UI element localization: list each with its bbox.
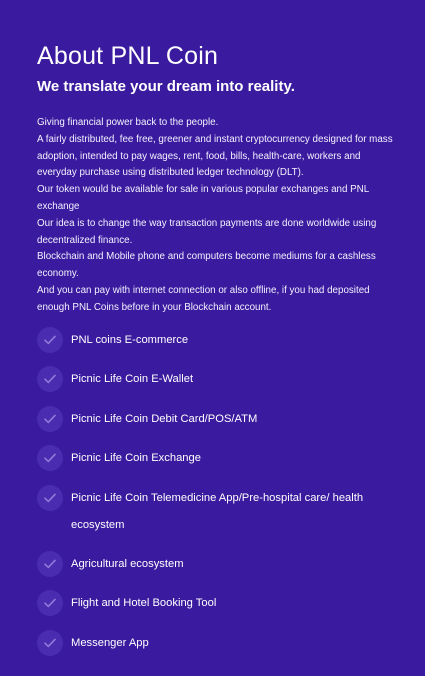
feature-label: Messenger App — [71, 636, 149, 649]
about-paragraph: And you can pay with internet connection or also offline, if you had deposited enough PNL Coins before in your Blockchain account. — [37, 284, 370, 313]
feature-label: Picnic Life Coin Debit Card/POS/ATM — [71, 412, 258, 425]
about-paragraph: Giving financial power back to the people. — [37, 117, 219, 128]
feature-label: Picnic Life Coin E-Wallet — [71, 373, 194, 386]
feature-label: PNL coins E-commerce — [71, 333, 189, 346]
feature-item-telemedicine — [37, 485, 400, 551]
about-description — [37, 115, 400, 317]
feature-item-messenger — [37, 630, 400, 670]
feature-item-debit-card — [37, 406, 400, 446]
about-paragraph: Our idea is to change the way transaction payments are done worldwide using decentralized finance. — [37, 217, 377, 246]
feature-label: Picnic Life Coin Telemedicine App/Pre-hospital care/ health ecosystem — [71, 491, 364, 531]
page-title: About PNL Coin — [37, 42, 219, 70]
feature-label: Agricultural ecosystem — [71, 557, 184, 570]
check-icon — [37, 485, 63, 511]
check-icon — [37, 630, 63, 656]
feature-item-flight-hotel — [37, 590, 400, 630]
about-paragraph: A fairly distributed, fee free, greener and instant cryptocurrency designed for mass adoption, intended to pay wages, rent, food, bills, health-care, workers and everyday purchase using distributed ledger technology (DLT). — [37, 133, 393, 179]
check-icon — [37, 327, 63, 353]
feature-label: Picnic Life Coin Exchange — [71, 452, 201, 465]
feature-item-exchange — [37, 445, 400, 485]
feature-item-agricultural — [37, 551, 400, 591]
feature-item-ecommerce — [37, 327, 400, 367]
about-paragraph: Blockchain and Mobile phone and computers become mediums for a cashless economy. — [37, 251, 376, 280]
check-icon — [37, 406, 63, 432]
about-paragraph: Our token would be available for sale in various popular exchanges and PNL exchange — [37, 184, 369, 212]
check-icon — [37, 590, 63, 616]
feature-item-ewallet — [37, 366, 400, 406]
check-icon — [37, 445, 63, 471]
feature-list — [37, 327, 400, 670]
feature-label: Flight and Hotel Booking Tool — [71, 597, 217, 610]
page-subtitle: We translate your dream into reality. — [37, 78, 295, 95]
check-icon — [37, 551, 63, 577]
check-icon — [37, 366, 63, 392]
